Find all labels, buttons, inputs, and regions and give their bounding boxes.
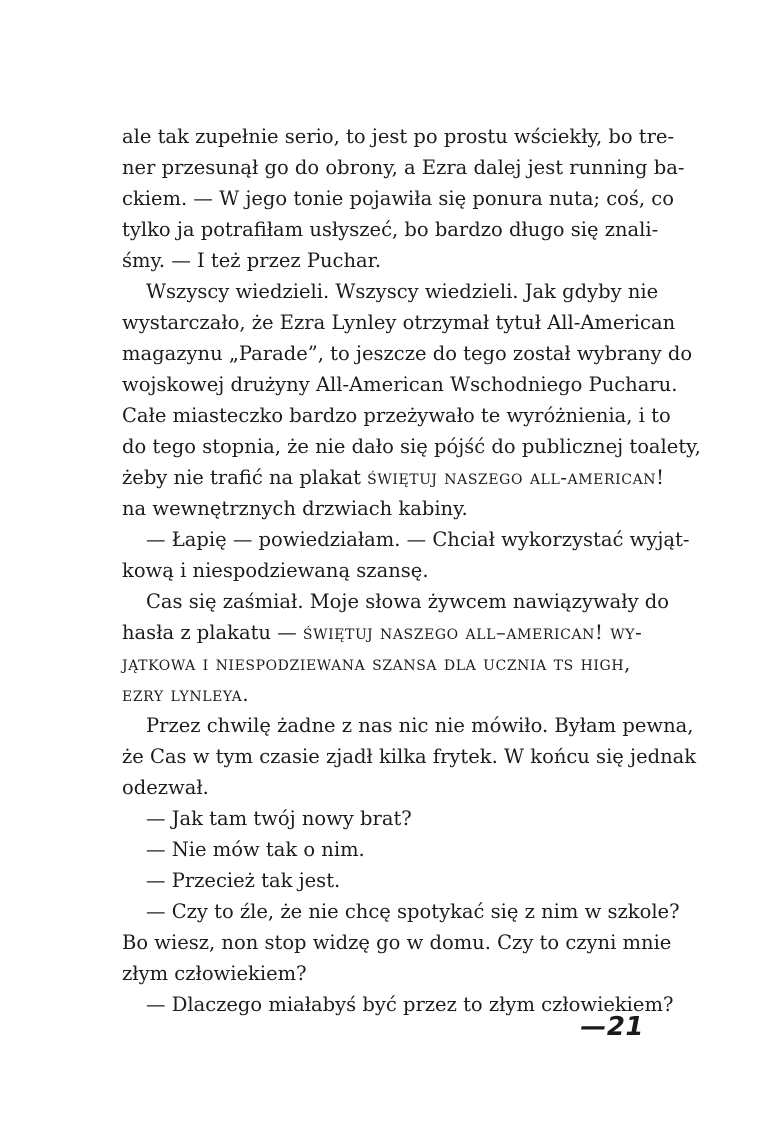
text-line: złym człowiekiem? xyxy=(122,962,307,985)
text-line: — Jak tam twój nowy brat? xyxy=(146,807,412,830)
text-line: wojskowej drużyny All-American Wschodniego Pucharu. xyxy=(122,373,678,396)
text-line: — Przecież tak jest. xyxy=(146,869,341,892)
text-line: Całe miasteczko bardzo przeżywało te wyróżnienia, i to xyxy=(122,404,671,427)
text-line: na wewnętrznych drzwiach kabiny. xyxy=(122,497,468,520)
body-text xyxy=(122,121,701,1020)
text-span: żeby nie trafić na plakat xyxy=(122,466,368,489)
text-line: Bo wiesz, non stop widzę go w domu. Czy to czyni mnie xyxy=(122,931,672,954)
text-line: Przez chwilę żadne z nas nic nie mówiło. Byłam pewna, xyxy=(146,714,694,737)
text-line: odezwał. xyxy=(122,776,209,799)
poster-slogan: świętuj naszego all-american! xyxy=(367,466,665,489)
text-line: — Dlaczego miałabyś być przez to złym człowiekiem? xyxy=(146,993,674,1016)
page-number: —21 xyxy=(580,1012,644,1042)
text-line: że Cas w tym czasie zjadł kilka frytek. W końcu się jednak xyxy=(122,745,697,768)
text-line: Cas się zaśmiał. Moje słowa żywcem nawiązywały do xyxy=(146,590,670,613)
text-line: wystarczało, że Ezra Lynley otrzymał tytuł All-American xyxy=(122,311,676,334)
text-line: ale tak zupełnie serio, to jest po prostu wściekły, bo tre- xyxy=(122,125,675,148)
text-line xyxy=(122,617,642,648)
text-line: do tego stopnia, że nie dało się pójść do publicznej toalety, xyxy=(122,435,701,458)
poster-slogan: świętuj naszego all–american! wy- xyxy=(302,621,643,644)
text-line: — Czy to źle, że nie chcę spotykać się z nim w szkole? xyxy=(146,900,680,923)
text-span: hasła z plakatu — xyxy=(122,621,303,644)
text-line xyxy=(122,462,665,493)
text-line: kową i niespodziewaną szansę. xyxy=(122,559,429,582)
text-line: Wszyscy wiedzieli. Wszyscy wiedzieli. Jak gdyby nie xyxy=(146,280,659,303)
text-line: magazynu „Parade”, to jeszcze do tego został wybrany do xyxy=(122,342,693,365)
text-line: śmy. — I też przez Puchar. xyxy=(122,249,382,272)
poster-slogan: ezry lynleya. xyxy=(122,683,250,706)
text-line: — Łapię — powiedziałam. — Chciał wykorzystać wyjąt- xyxy=(146,528,690,551)
poster-slogan: jątkowa i niespodziewana szansa dla ucznia ts high, xyxy=(122,652,631,675)
text-line: tylko ja potrafiłam usłyszeć, bo bardzo długo się znali- xyxy=(122,218,659,241)
text-line: — Nie mów tak o nim. xyxy=(146,838,365,861)
text-line: ner przesunął go do obrony, a Ezra dalej jest running ba- xyxy=(122,156,685,179)
text-line: ckiem. — W jego tonie pojawiła się ponura nuta; coś, co xyxy=(122,187,674,210)
